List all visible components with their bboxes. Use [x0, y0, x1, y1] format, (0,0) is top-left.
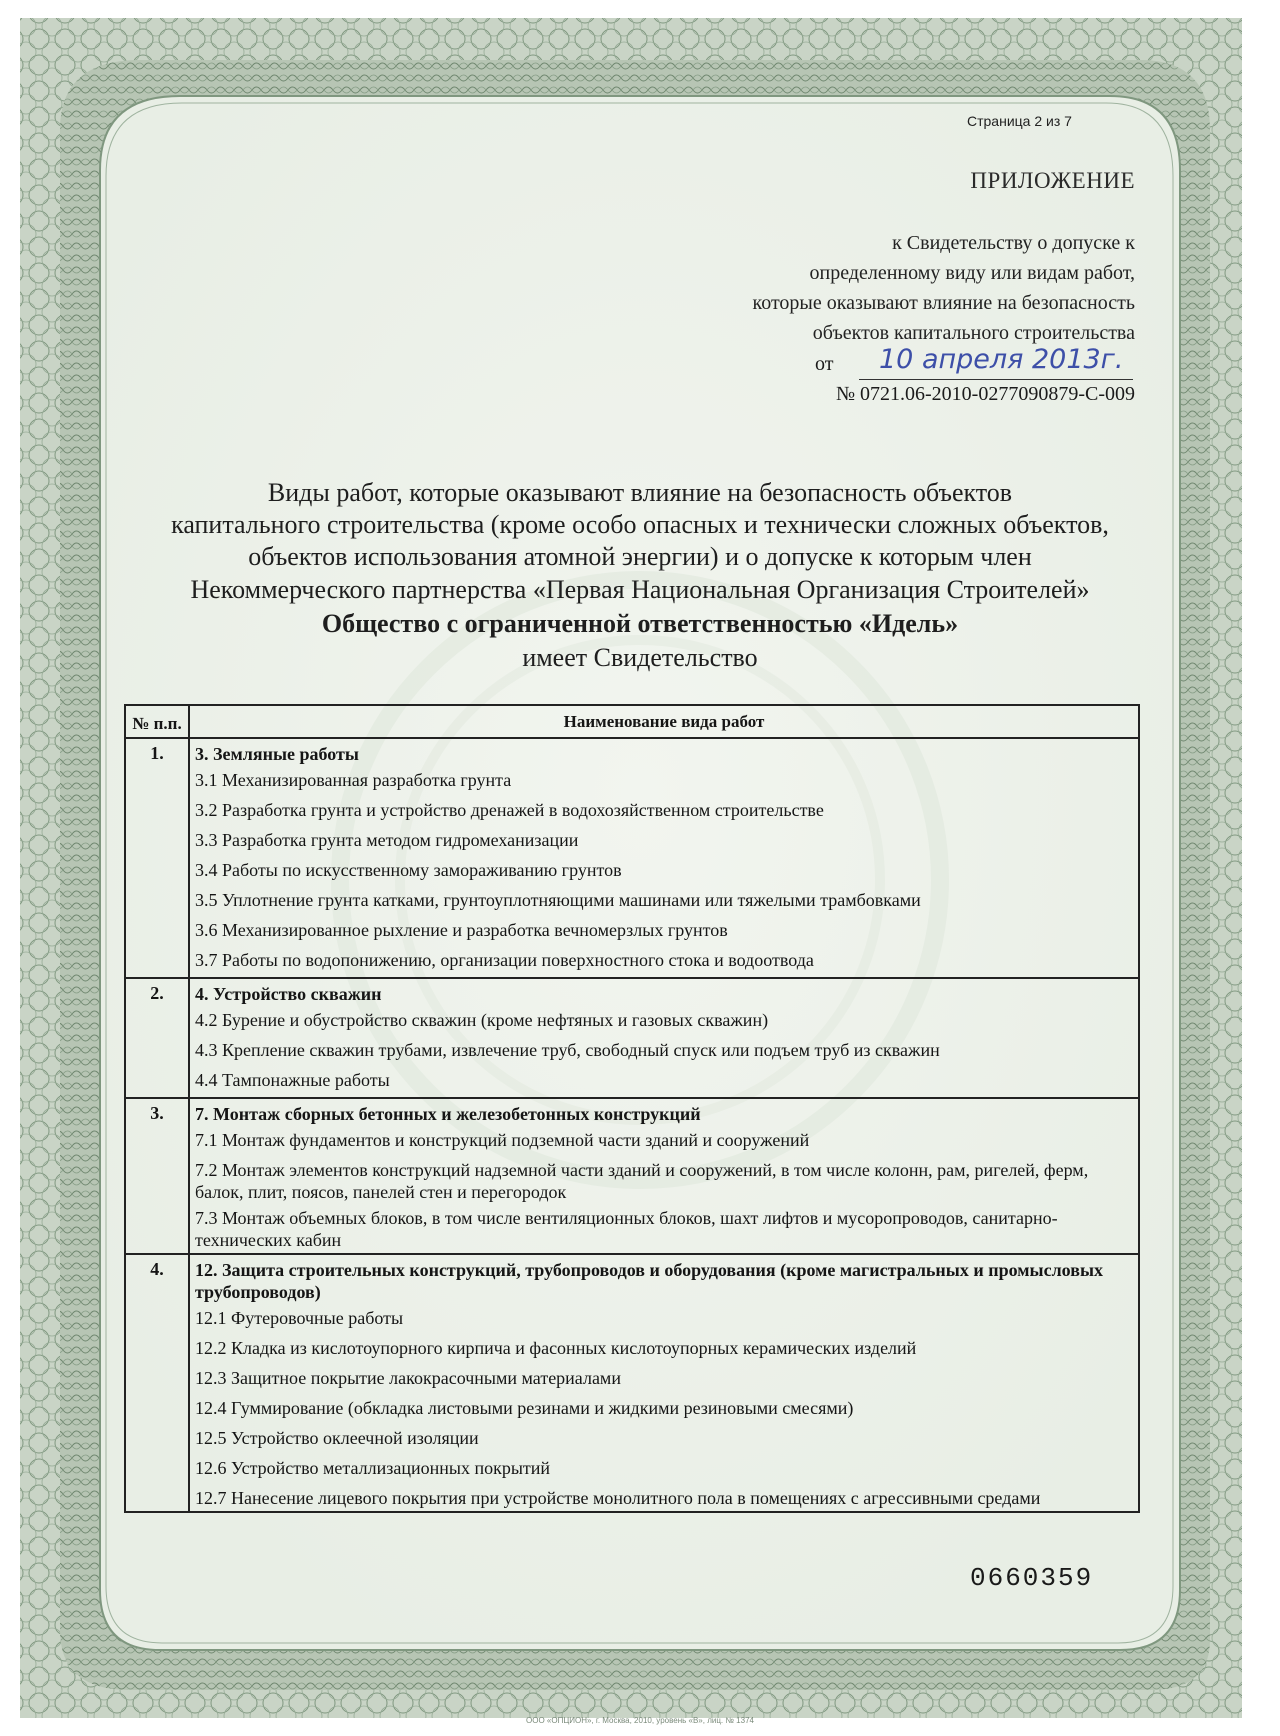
table-row [125, 1205, 1139, 1254]
work-item: 3.3 Разработка грунта методом гидромеханизации [189, 827, 1139, 857]
column-header-number: № п.п. [125, 705, 189, 738]
work-item: 12.3 Защитное покрытие лакокрасочными материалами [189, 1365, 1139, 1395]
work-item: 12.7 Нанесение лицевого покрытия при устройстве монолитного пола в помещениях с агрессивными средами [189, 1485, 1139, 1512]
appendix-line: которые оказывают влияние на безопасность [752, 292, 1135, 314]
heading-line: Некоммерческого партнерства «Первая Национальная Организация Строителей» [190, 575, 1090, 604]
table-row [125, 1254, 1139, 1305]
appendix-title: ПРИЛОЖЕНИЕ [970, 168, 1135, 193]
table-row [125, 857, 1139, 887]
table-row [125, 767, 1139, 797]
table-row [125, 827, 1139, 857]
work-item: 3.5 Уплотнение грунта катками, грунтоуплотняющими машинами или тяжелыми трамбовками [189, 887, 1139, 917]
table-row [125, 738, 1139, 767]
certificate-number: № 0721.06-2010-0277090879-С-009 [835, 383, 1135, 405]
table-group [125, 738, 1139, 978]
table-row [125, 1455, 1139, 1485]
handwritten-date: 10 апреля 2013г. [859, 344, 1133, 380]
section-title: 12. Защита строительных конструкций, трубопроводов и оборудования (кроме магистральных и промысловых трубопроводов) [189, 1254, 1139, 1305]
work-item: 7.3 Монтаж объемных блоков, в том числе вентиляционных блоков, шахт лифтов и мусоропроводов, санитарно-технических кабин [189, 1205, 1139, 1254]
work-item: 3.1 Механизированная разработка грунта [189, 767, 1139, 797]
appendix-line: к Свидетельству о допуске к [892, 232, 1135, 254]
group-number: 1. [125, 738, 189, 978]
table-row [125, 1067, 1139, 1098]
table-row [125, 1485, 1139, 1512]
group-number: 3. [125, 1098, 189, 1254]
table-group [125, 978, 1139, 1098]
work-item: 7.2 Монтаж элементов конструкций надземной части зданий и сооружений, в том числе колонн, рам, ригелей, ферм, балок, плит, поясов, панелей стен и перегородок [189, 1157, 1139, 1205]
table-group [125, 1098, 1139, 1254]
serial-number: 0660359 [970, 1563, 1094, 1593]
table-row [125, 1425, 1139, 1455]
table-row [125, 887, 1139, 917]
work-item: 4.2 Бурение и обустройство скважин (кроме нефтяных и газовых скважин) [189, 1007, 1139, 1037]
table-row [125, 1157, 1139, 1205]
table-row [125, 1127, 1139, 1157]
table-row [125, 1395, 1139, 1425]
company-name: Общество с ограниченной ответственностью «Идель» [321, 609, 959, 638]
works-table [124, 704, 1140, 1513]
work-item: 7.1 Монтаж фундаментов и конструкций подземной части зданий и сооружений [189, 1127, 1139, 1157]
section-title: 7. Монтаж сборных бетонных и железобетонных конструкций [189, 1098, 1139, 1127]
table-row [125, 978, 1139, 1007]
page-number: Страница 2 из 7 [967, 113, 1072, 129]
table-header-row [125, 705, 1139, 738]
work-item: 12.2 Кладка из кислотоупорного кирпича и фасонных кислотоупорных керамических изделий [189, 1335, 1139, 1365]
work-item: 3.7 Работы по водопонижению, организации поверхностного стока и водоотвода [189, 947, 1139, 978]
work-item: 12.5 Устройство оклеечной изоляции [189, 1425, 1139, 1455]
heading-closing: имеет Свидетельство [522, 643, 758, 672]
heading-line: капитального строительства (кроме особо опасных и технически сложных объектов, [171, 510, 1109, 539]
work-item: 4.4 Тампонажные работы [189, 1067, 1139, 1098]
work-item: 12.4 Гуммирование (обкладка листовыми резинами и жидкими резиновыми смесями) [189, 1395, 1139, 1425]
table-row [125, 1305, 1139, 1335]
appendix-line: определенному виду или видам работ, [809, 262, 1135, 284]
table-row [125, 1365, 1139, 1395]
date-prefix: от [815, 353, 834, 375]
issue-date-row [815, 344, 1135, 382]
group-number: 2. [125, 978, 189, 1098]
column-header-work-type: Наименование вида работ [189, 705, 1139, 738]
table-row [125, 797, 1139, 827]
table-row [125, 1335, 1139, 1365]
heading-line: Виды работ, которые оказывают влияние на безопасность объектов [267, 478, 1013, 507]
work-item: 3.6 Механизированное рыхление и разработка вечномерзлых грунтов [189, 917, 1139, 947]
group-number: 4. [125, 1254, 189, 1512]
work-item: 3.4 Работы по искусственному замораживанию грунтов [189, 857, 1139, 887]
work-item: 4.3 Крепление скважин трубами, извлечение труб, свободный спуск или подъем труб из скважин [189, 1037, 1139, 1067]
table-row [125, 1037, 1139, 1067]
table-row [125, 947, 1139, 978]
table-row [125, 1098, 1139, 1127]
table-group [125, 1254, 1139, 1512]
section-title: 3. Земляные работы [189, 738, 1139, 767]
printer-imprint: ООО «ОПЦИОН», г. Москва, 2010, уровень «В», лиц. № 1374 [526, 1716, 754, 1725]
table-row [125, 1007, 1139, 1037]
work-item: 12.1 Футеровочные работы [189, 1305, 1139, 1335]
appendix-line: объектов капитального строительства [812, 322, 1135, 344]
work-item: 12.6 Устройство металлизационных покрытий [189, 1455, 1139, 1485]
heading-line: объектов использования атомной энергии) и о допуске к которым член [248, 542, 1032, 571]
table-row [125, 917, 1139, 947]
work-item: 3.2 Разработка грунта и устройство дренажей в водохозяйственном строительстве [189, 797, 1139, 827]
section-title: 4. Устройство скважин [189, 978, 1139, 1007]
